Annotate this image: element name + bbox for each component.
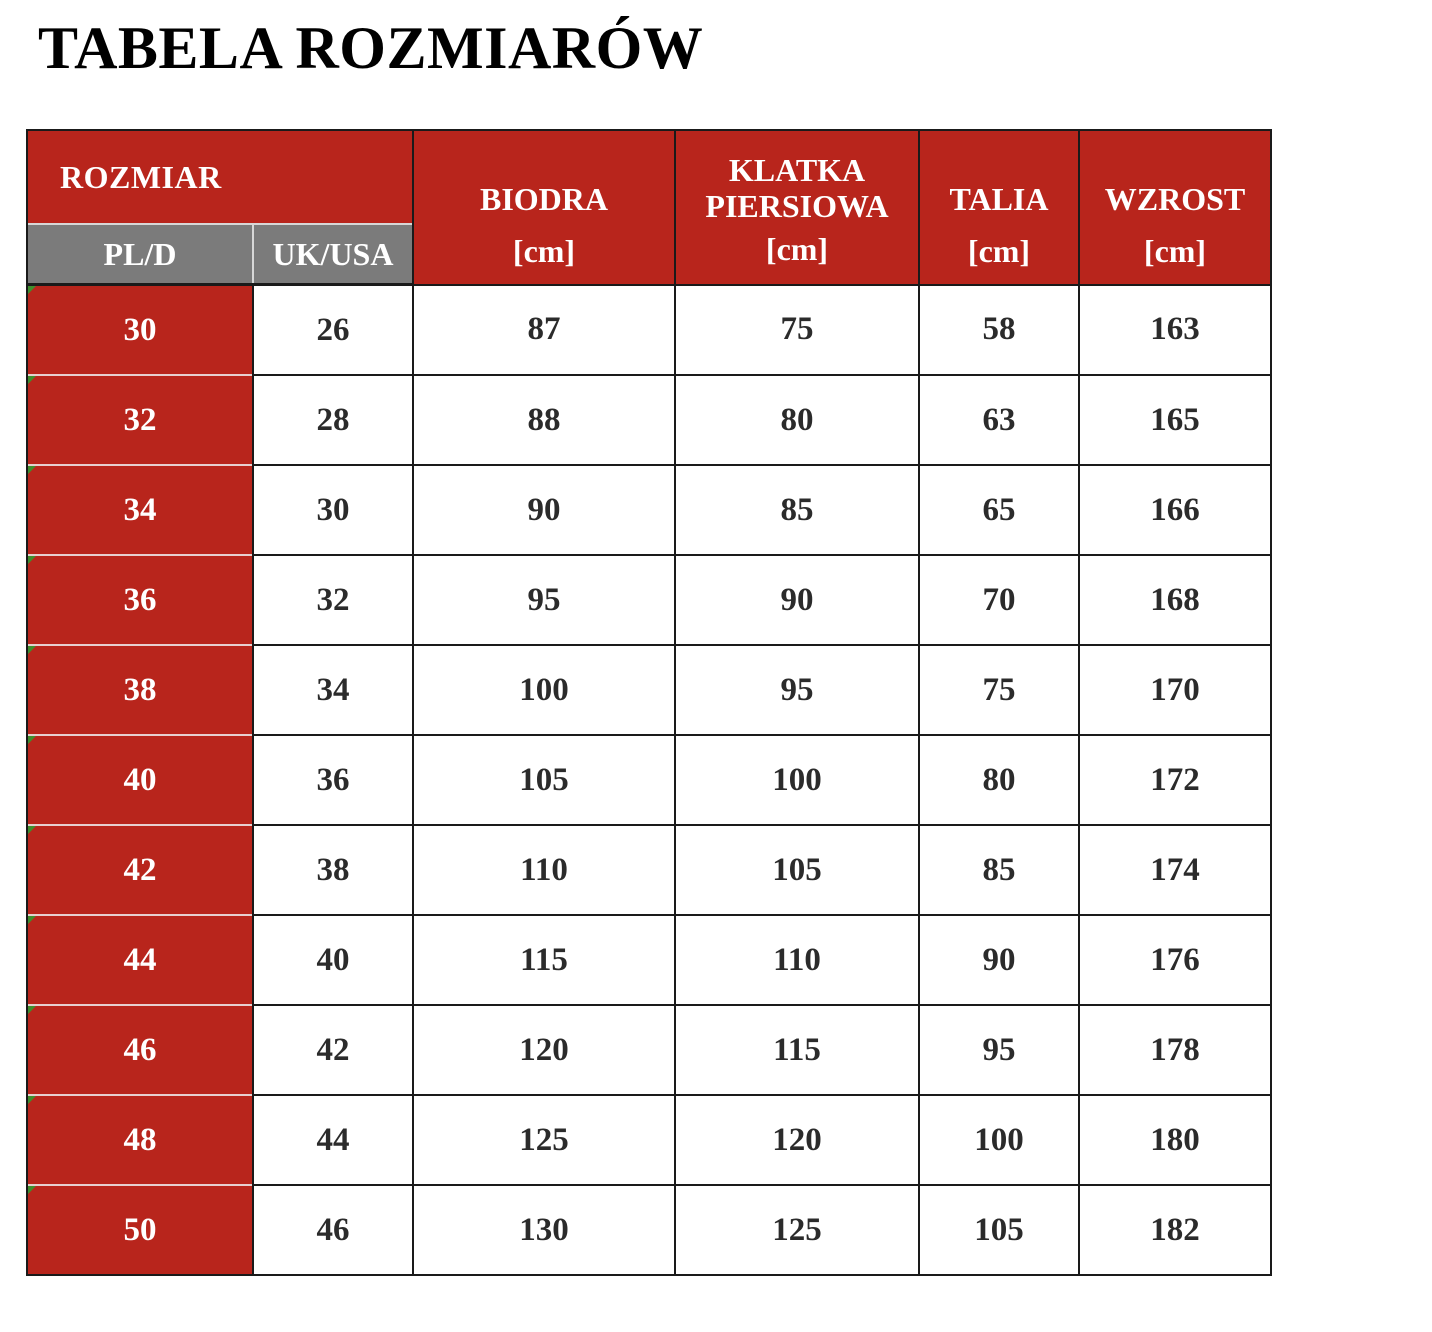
header-talia — [919, 130, 1079, 285]
cell-klatka: 75 — [675, 285, 919, 376]
table-body — [27, 285, 1271, 1276]
cell-pl-value: 50 — [123, 1211, 157, 1248]
cell-klatka: 95 — [675, 645, 919, 735]
header-wzrost-unit: [cm] — [1143, 233, 1207, 270]
header-wzrost — [1079, 130, 1271, 285]
cell-biodra: 110 — [413, 825, 675, 915]
cell-biodra: 115 — [413, 915, 675, 1005]
cell-talia: 58 — [919, 285, 1079, 376]
cell-biodra: 87 — [413, 285, 675, 376]
cell-pl — [27, 285, 253, 376]
cell-wzrost: 180 — [1079, 1095, 1271, 1185]
cell-biodra: 100 — [413, 645, 675, 735]
cell-wzrost: 182 — [1079, 1185, 1271, 1275]
cell-klatka: 100 — [675, 735, 919, 825]
cell-marker-icon — [28, 916, 36, 924]
cell-talia: 90 — [919, 915, 1079, 1005]
header-klatka-piersiowa — [675, 130, 919, 285]
cell-pl — [27, 1095, 253, 1185]
cell-klatka: 115 — [675, 1005, 919, 1095]
cell-klatka: 90 — [675, 555, 919, 645]
table-header — [27, 130, 1271, 285]
cell-wzrost: 166 — [1079, 465, 1271, 555]
cell-uk: 36 — [253, 735, 413, 825]
cell-biodra: 95 — [413, 555, 675, 645]
cell-pl — [27, 645, 253, 735]
cell-talia: 70 — [919, 555, 1079, 645]
cell-biodra: 120 — [413, 1005, 675, 1095]
cell-wzrost: 163 — [1079, 285, 1271, 376]
cell-marker-icon — [28, 1096, 36, 1104]
table-row — [27, 1095, 1271, 1185]
cell-biodra: 130 — [413, 1185, 675, 1275]
table-row — [27, 645, 1271, 735]
cell-uk: 44 — [253, 1095, 413, 1185]
header-row-main — [27, 130, 1271, 224]
table-row — [27, 735, 1271, 825]
cell-biodra: 105 — [413, 735, 675, 825]
cell-wzrost: 178 — [1079, 1005, 1271, 1095]
header-uk-usa: UK/USA — [253, 224, 413, 285]
cell-biodra: 90 — [413, 465, 675, 555]
cell-klatka: 85 — [675, 465, 919, 555]
header-klatka-label-line2: PIERSIOWA — [705, 188, 889, 225]
table-row — [27, 915, 1271, 1005]
cell-uk: 42 — [253, 1005, 413, 1095]
cell-talia: 80 — [919, 735, 1079, 825]
cell-marker-icon — [28, 646, 36, 654]
cell-klatka: 105 — [675, 825, 919, 915]
cell-marker-icon — [28, 556, 36, 564]
page-title: TABELA ROZMIARÓW — [38, 15, 704, 81]
cell-marker-icon — [28, 466, 36, 474]
header-rozmiar: ROZMIAR — [27, 130, 413, 224]
cell-pl-value: 34 — [123, 491, 157, 528]
table-row — [27, 465, 1271, 555]
cell-uk: 40 — [253, 915, 413, 1005]
header-biodra — [413, 130, 675, 285]
cell-pl-value: 46 — [123, 1031, 157, 1068]
cell-uk: 28 — [253, 375, 413, 465]
table-row — [27, 825, 1271, 915]
cell-pl-value: 38 — [123, 671, 157, 708]
cell-klatka: 125 — [675, 1185, 919, 1275]
cell-marker-icon — [28, 826, 36, 834]
cell-pl — [27, 1005, 253, 1095]
cell-pl — [27, 555, 253, 645]
table-row — [27, 555, 1271, 645]
cell-biodra: 125 — [413, 1095, 675, 1185]
cell-talia: 65 — [919, 465, 1079, 555]
cell-pl-value: 44 — [123, 941, 157, 978]
cell-pl-value: 42 — [123, 851, 157, 888]
header-wzrost-label: WZROST — [1104, 181, 1246, 218]
table-row — [27, 1185, 1271, 1275]
cell-marker-icon — [28, 286, 36, 294]
cell-biodra: 88 — [413, 375, 675, 465]
cell-wzrost: 168 — [1079, 555, 1271, 645]
cell-pl — [27, 375, 253, 465]
cell-talia: 85 — [919, 825, 1079, 915]
header-biodra-label: BIODRA — [479, 181, 608, 218]
cell-pl — [27, 735, 253, 825]
cell-pl — [27, 915, 253, 1005]
header-pl-d: PL/D — [27, 224, 253, 285]
cell-pl-value: 30 — [123, 311, 157, 348]
cell-pl — [27, 825, 253, 915]
cell-pl-value: 32 — [123, 401, 157, 438]
cell-uk: 32 — [253, 555, 413, 645]
cell-wzrost: 172 — [1079, 735, 1271, 825]
cell-klatka: 80 — [675, 375, 919, 465]
cell-uk: 34 — [253, 645, 413, 735]
cell-pl-value: 48 — [123, 1121, 157, 1158]
cell-marker-icon — [28, 376, 36, 384]
cell-pl — [27, 1185, 253, 1275]
cell-marker-icon — [28, 736, 36, 744]
cell-klatka: 110 — [675, 915, 919, 1005]
cell-pl-value: 40 — [123, 761, 157, 798]
cell-pl-value: 36 — [123, 581, 157, 618]
cell-talia: 100 — [919, 1095, 1079, 1185]
header-klatka-label-line1: KLATKA — [728, 152, 866, 189]
cell-pl — [27, 465, 253, 555]
cell-uk: 26 — [253, 285, 413, 376]
cell-wzrost: 165 — [1079, 375, 1271, 465]
cell-talia: 63 — [919, 375, 1079, 465]
cell-talia: 75 — [919, 645, 1079, 735]
cell-uk: 30 — [253, 465, 413, 555]
header-talia-label: TALIA — [949, 181, 1049, 218]
header-klatka-unit: [cm] — [765, 231, 829, 268]
table-row — [27, 285, 1271, 376]
table-row — [27, 375, 1271, 465]
cell-uk: 38 — [253, 825, 413, 915]
cell-marker-icon — [28, 1006, 36, 1014]
cell-talia: 95 — [919, 1005, 1079, 1095]
cell-uk: 46 — [253, 1185, 413, 1275]
size-table — [26, 129, 1272, 1276]
header-talia-unit: [cm] — [967, 233, 1031, 270]
cell-talia: 105 — [919, 1185, 1079, 1275]
cell-wzrost: 170 — [1079, 645, 1271, 735]
cell-marker-icon — [28, 1186, 36, 1194]
cell-wzrost: 174 — [1079, 825, 1271, 915]
cell-wzrost: 176 — [1079, 915, 1271, 1005]
table-row — [27, 1005, 1271, 1095]
cell-klatka: 120 — [675, 1095, 919, 1185]
header-biodra-unit: [cm] — [512, 233, 576, 270]
